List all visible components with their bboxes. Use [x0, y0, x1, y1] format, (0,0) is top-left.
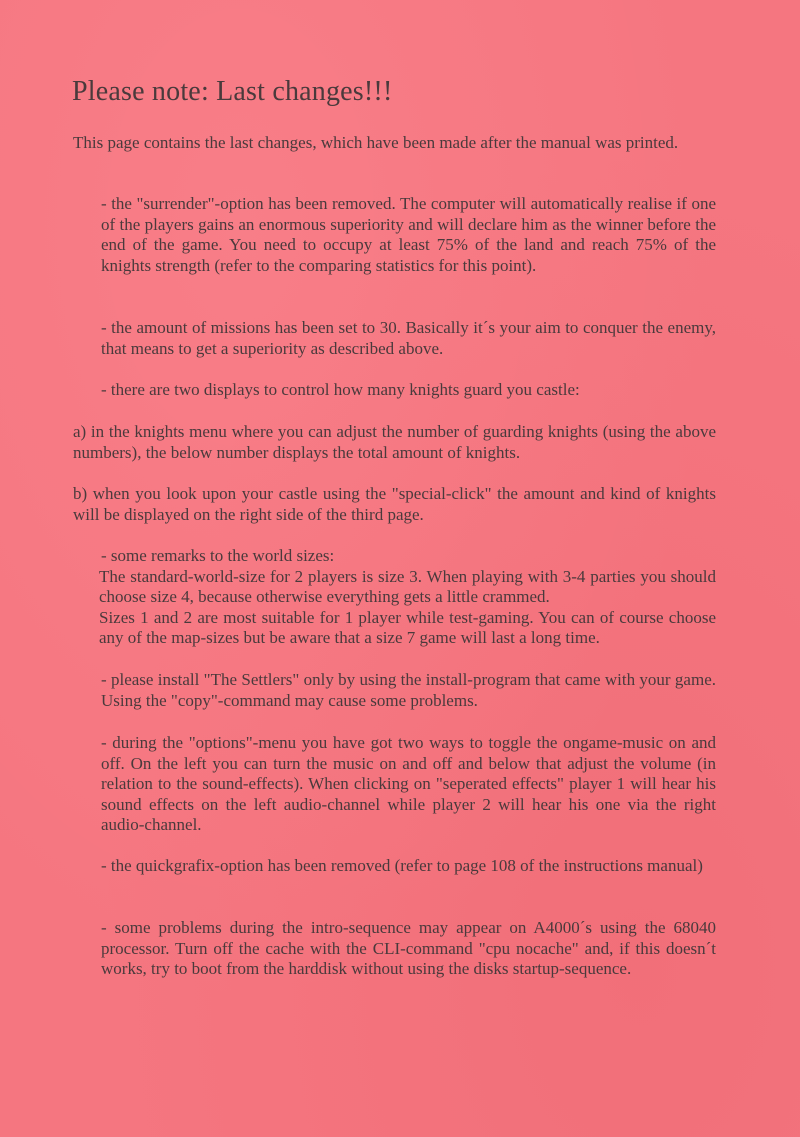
install-note: - please install "The Settlers" only by using the install-program that came with your game. Using the "copy"-command may cause some problems. — [101, 670, 716, 710]
world-sizes-note — [101, 546, 716, 649]
surrender-note: - the "surrender"-option has been removed. The computer will automatically realise if one of the players gains an enormous superiority and will declare him as the winner before the end of the game. You need to occupy at least 75% of the land and reach 75% of the knights strength (refer to the comparing statistics for this point). — [101, 194, 716, 275]
world-sizes-small: Sizes 1 and 2 are most suitable for 1 player while test-gaming. You can of course choose any of the map-sizes but be aware that a size 7 game will last a long time. — [99, 607, 716, 647]
options-music-note: - during the "options"-menu you have got two ways to toggle the ongame-music on and off. On the left you can turn the music on and off and below that adjust the volume (in relation to the sound-effects). When clicking on "seperated effects" player 1 will hear his sound effects on the left audio-channel while player 2 will hear his one via the right audio-channel. — [101, 733, 716, 834]
special-click-note: b) when you look upon your castle using the "special-click" the amount and kind of knights will be displayed on the right side of the third page. — [73, 484, 716, 524]
castle-guard-note: - there are two displays to control how many knights guard you castle: — [101, 380, 580, 399]
a4000-note: - some problems during the intro-sequence may appear on A4000´s using the 68040 processor. Turn off the cache with the CLI-command "cpu nocache" and, if this doesn´t works, try to boot from the harddisk without using the disks startup-sequence. — [101, 918, 716, 978]
quickgrafix-note: - the quickgrafix-option has been removed (refer to page 108 of the instructions manual) — [101, 856, 703, 875]
missions-note: - the amount of missions has been set to 30. Basically it´s your aim to conquer the enemy, that means to get a superiority as described above. — [101, 318, 716, 358]
page-title: Please note: Last changes!!! — [72, 76, 393, 107]
knights-menu-note: a) in the knights menu where you can adjust the number of guarding knights (using the above numbers), the below number displays the total amount of knights. — [73, 422, 716, 462]
world-sizes-heading: - some remarks to the world sizes: — [101, 546, 335, 565]
world-sizes-standard: The standard-world-size for 2 players is size 3. When playing with 3-4 parties you should choose size 4, because otherwise everything gets a little crammed. — [99, 566, 716, 606]
intro-paragraph: This page contains the last changes, which have been made after the manual was printed. — [73, 133, 679, 152]
